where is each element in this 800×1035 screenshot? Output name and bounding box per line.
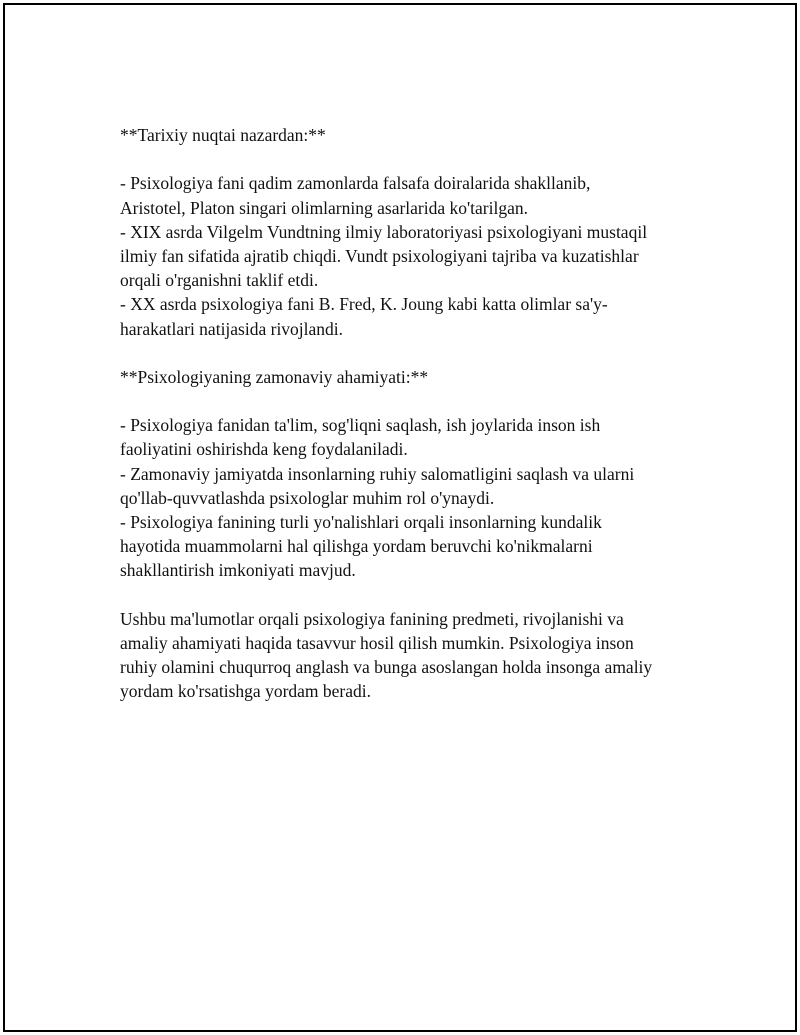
conclusion-paragraph [120, 607, 690, 704]
modern-item-3 [120, 510, 690, 583]
modern-item-2 [120, 462, 690, 510]
paragraph-line: faoliyatini oshirishda keng foydalaniladi. [120, 439, 408, 460]
paragraph-line: amaliy ahamiyati haqida tasavvur hosil qilish mumkin. Psixologiya inson [120, 632, 634, 653]
paragraph-line: - Psixologiya fani qadim zamonlarda falsafa doiralarida shakllanib, [120, 173, 591, 194]
blank-line [120, 583, 690, 607]
section-heading-history: **Tarixiy nuqtai nazardan:** [120, 125, 326, 145]
history-item-1 [120, 171, 690, 219]
paragraph-line: - Psixologiya fanidan ta'lim, sog'liqni saqlash, ish joylarida inson ish [120, 415, 601, 436]
paragraph-line: yordam ko'rsatishga yordam beradi. [120, 681, 371, 702]
history-item-2 [120, 220, 690, 293]
paragraph-line: shakllantirish imkoniyati mavjud. [120, 560, 356, 581]
blank-line [120, 389, 690, 413]
blank-line [120, 341, 690, 365]
paragraph-line: Aristotel, Platon singari olimlarning asarlarida ko'tarilgan. [120, 197, 528, 218]
history-item-3 [120, 292, 690, 340]
paragraph-line: Ushbu ma'lumotlar orqali psixologiya fanining predmeti, rivojlanishi va [120, 608, 624, 629]
paragraph-line: - XX asrda psixologiya fani B. Fred, K. Joung kabi katta olimlar sa'y- [120, 294, 608, 315]
paragraph-line: ruhiy olamini chuqurroq anglash va bunga asoslangan holda insonga amaliy [120, 657, 653, 678]
blank-line [120, 147, 690, 171]
paragraph-line: - Zamonaviy jamiyatda insonlarning ruhiy salomatligini saqlash va ularni [120, 463, 635, 484]
section-heading-modern: **Psixologiyaning zamonaviy ahamiyati:** [120, 366, 429, 387]
paragraph-line: qo'llab-quvvatlashda psixologlar muhim rol o'ynaydi. [120, 487, 495, 508]
modern-item-1 [120, 413, 690, 461]
document-page [3, 3, 797, 1032]
paragraph-line: orqali o'rganishni taklif etdi. [120, 270, 319, 291]
paragraph-line: - XIX asrda Vilgelm Vundtning ilmiy laboratoriyasi psixologiyani mustaqil [120, 221, 648, 242]
document-body [120, 123, 690, 704]
paragraph-line: ilmiy fan sifatida ajratib chiqdi. Vundt psixologiyani tajriba va kuzatishlar [120, 245, 639, 266]
paragraph-line: - Psixologiya fanining turli yo'nalishlari orqali insonlarning kundalik [120, 512, 602, 532]
paragraph-line: hayotida muammolarni hal qilishga yordam beruvchi ko'nikmalarni [120, 536, 593, 557]
paragraph-line: harakatlari natijasida rivojlandi. [120, 318, 344, 339]
